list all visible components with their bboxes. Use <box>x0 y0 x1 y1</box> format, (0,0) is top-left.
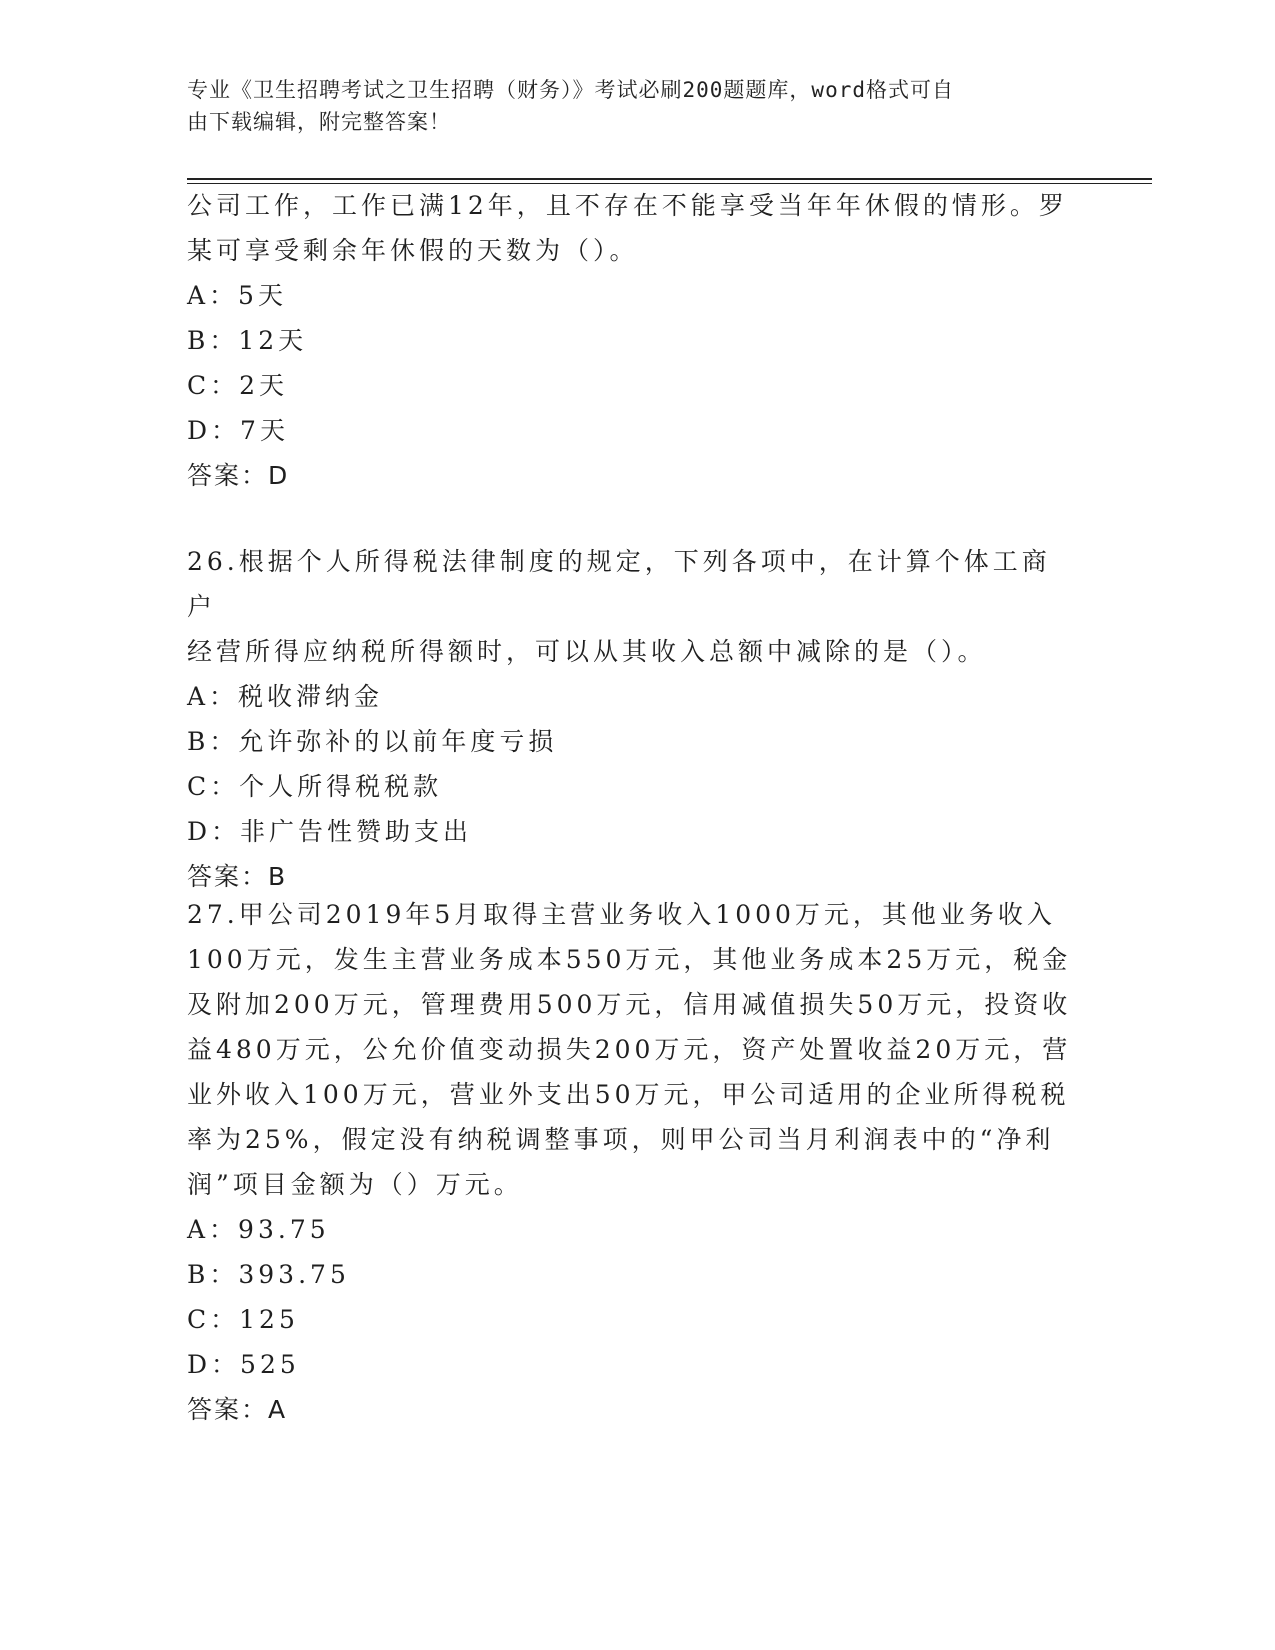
question-block-27 <box>187 892 1077 1432</box>
question-25-option-a: A：5天 <box>187 281 287 310</box>
question-26-option-d: D：非广告性赞助支出 <box>187 817 473 846</box>
question-27-stem-line-6: 率为25%，假定没有纳税调整事项，则甲公司当月利润表中的“净利 <box>187 1125 1055 1154</box>
question-27-answer: 答案：A <box>187 1395 288 1424</box>
question-27-stem-line-1: 27.甲公司2019年5月取得主营业务收入1000万元，其他业务收入 <box>187 900 1056 929</box>
question-26-stem-line-1: 26.根据个人所得税法律制度的规定，下列各项中，在计算个体工商户 <box>187 547 1051 621</box>
question-27-stem-line-7: 润”项目金额为（）万元。 <box>187 1170 523 1199</box>
question-27-stem-line-3: 及附加200万元，管理费用500万元，信用减值损失50万元，投资收 <box>187 990 1072 1019</box>
question-26-option-b: B：允许弥补的以前年度亏损 <box>187 727 558 756</box>
question-26-option-c: C：个人所得税税款 <box>187 772 443 801</box>
question-27-option-c: C：125 <box>187 1305 299 1334</box>
question-27-stem-line-4: 益480万元，公允价值变动损失200万元，资产处置收益20万元，营 <box>187 1035 1072 1064</box>
question-block-26 <box>187 539 1077 899</box>
question-26-option-a: A：税收滞纳金 <box>187 682 384 711</box>
question-26-answer: 答案：B <box>187 862 288 891</box>
question-25-stem-line-1: 公司工作，工作已满12年，且不存在不能享受当年年休假的情形。罗 <box>187 191 1068 220</box>
header-line-2: 由下载编辑，附完整答案！ <box>187 110 451 134</box>
question-block-25 <box>187 183 1077 498</box>
header-line-1: 专业《卫生招聘考试之卫生招聘（财务）》考试必刷200题题库，word格式可自 <box>187 78 954 102</box>
question-25-answer: 答案：D <box>187 461 290 490</box>
question-27-option-b: B：393.75 <box>187 1260 350 1289</box>
question-27-option-d: D：525 <box>187 1350 300 1379</box>
question-25-option-d: D：7天 <box>187 416 289 445</box>
question-27-option-a: A：93.75 <box>187 1215 330 1244</box>
header-divider-thick <box>187 178 1152 180</box>
question-25-option-c: C：2天 <box>187 371 289 400</box>
question-27-stem-line-5: 业外收入100万元，营业外支出50万元，甲公司适用的企业所得税税 <box>187 1080 1070 1109</box>
question-25-option-b: B：12天 <box>187 326 308 355</box>
question-26-stem-line-2: 经营所得应纳税所得额时，可以从其收入总额中减除的是（）。 <box>187 637 987 666</box>
question-25-stem-line-2: 某可享受剩余年休假的天数为（）。 <box>187 236 639 265</box>
document-header <box>187 74 1067 138</box>
question-27-stem-line-2: 100万元，发生主营业务成本550万元，其他业务成本25万元，税金 <box>187 945 1072 974</box>
